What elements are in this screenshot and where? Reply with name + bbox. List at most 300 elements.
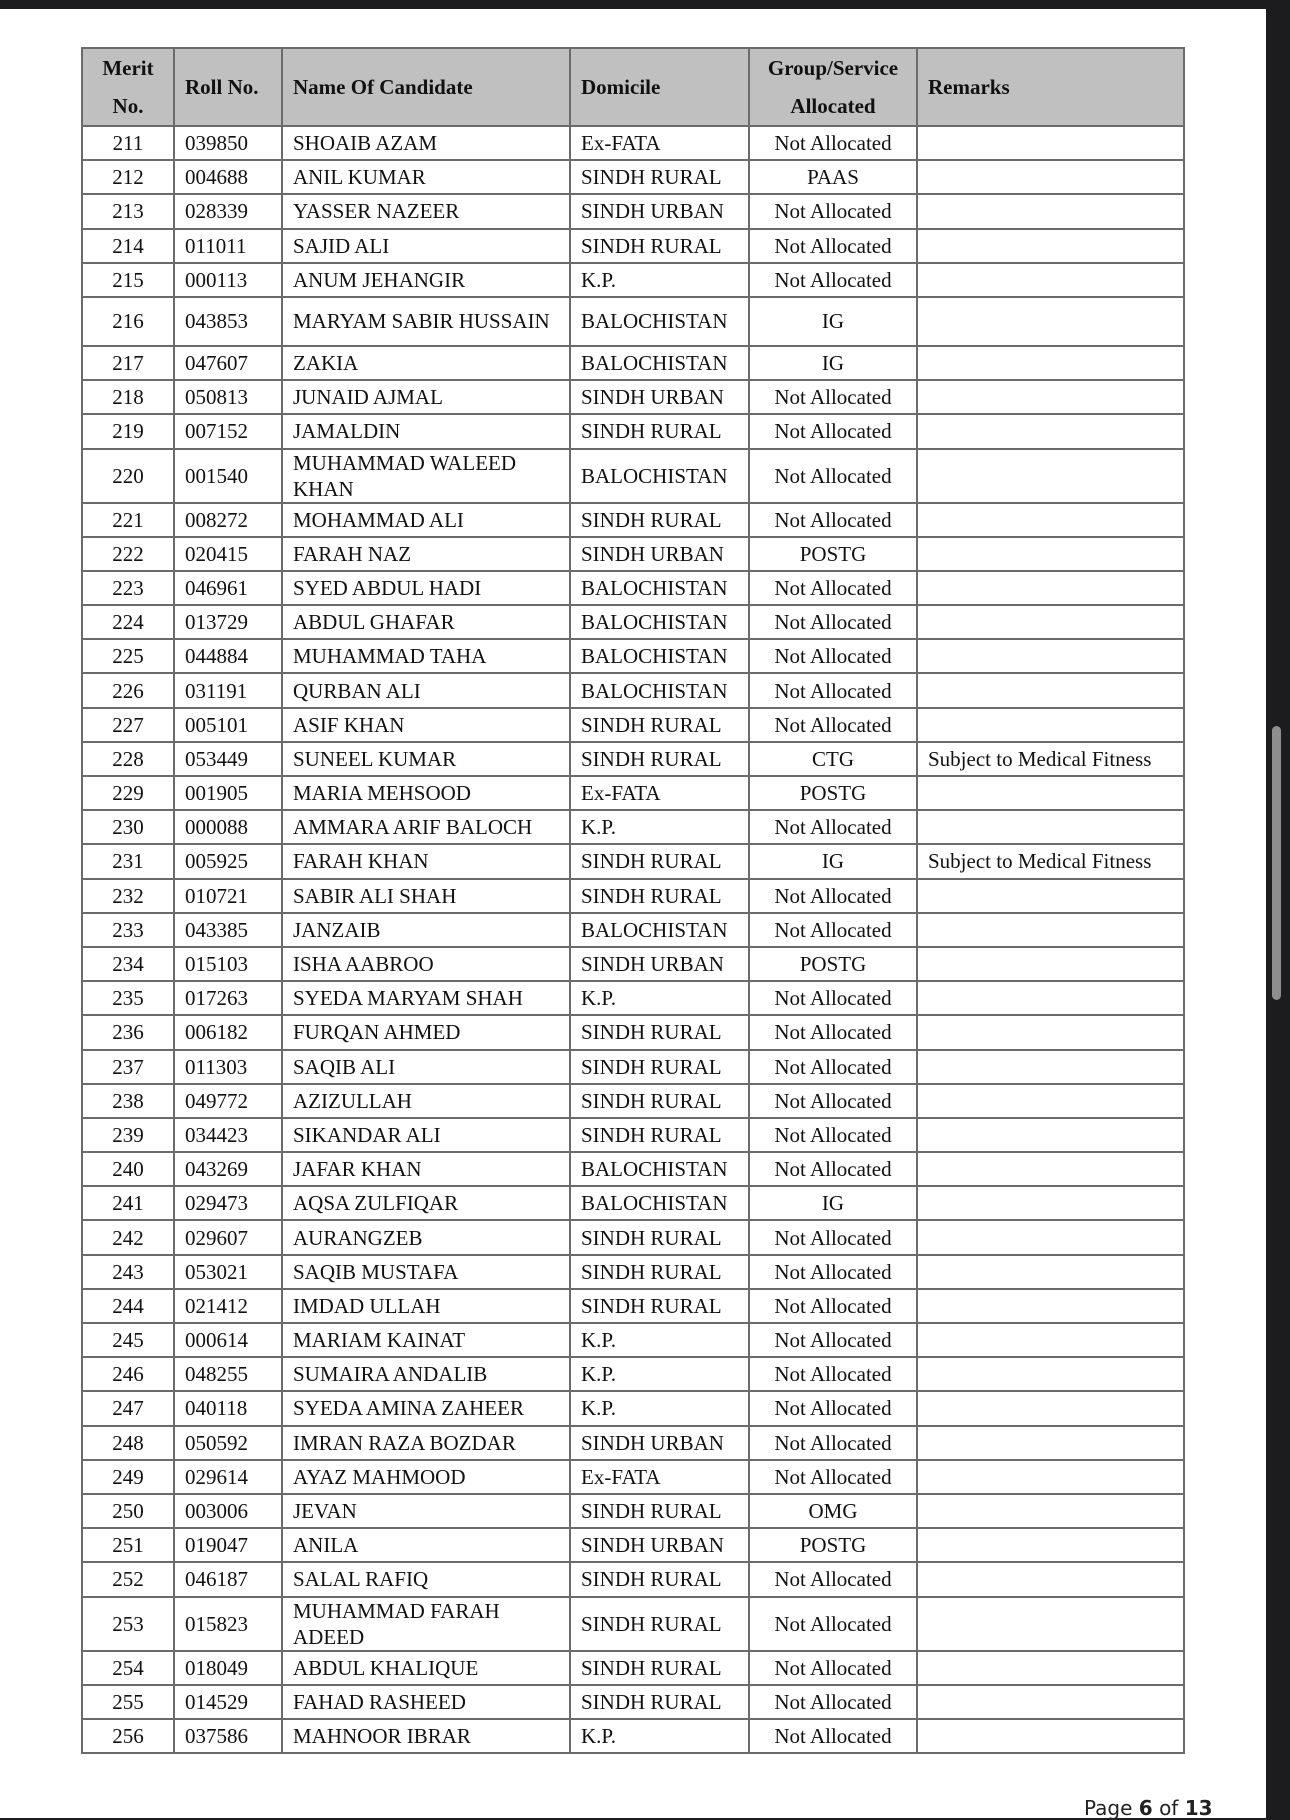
candidate-name-cell: AURANGZEB bbox=[282, 1220, 570, 1254]
remarks-cell bbox=[917, 1220, 1184, 1254]
roll-no-cell: 021412 bbox=[174, 1289, 282, 1323]
group-service-cell: Not Allocated bbox=[749, 981, 917, 1015]
domicile-cell: K.P. bbox=[570, 1719, 749, 1753]
domicile-cell: SINDH RURAL bbox=[570, 1015, 749, 1049]
remarks-cell bbox=[917, 639, 1184, 673]
candidate-name-cell: ANUM JEHANGIR bbox=[282, 263, 570, 297]
remarks-cell bbox=[917, 981, 1184, 1015]
candidate-name-cell: SHOAIB AZAM bbox=[282, 126, 570, 160]
group-service-cell: Not Allocated bbox=[749, 263, 917, 297]
group-service-cell: Not Allocated bbox=[749, 1597, 917, 1651]
table-row bbox=[82, 1118, 1184, 1152]
domicile-cell: K.P. bbox=[570, 981, 749, 1015]
candidate-name-cell: SUMAIRA ANDALIB bbox=[282, 1357, 570, 1391]
merit-no-cell: 253 bbox=[82, 1597, 174, 1651]
candidate-name-cell: SAQIB ALI bbox=[282, 1050, 570, 1084]
candidate-name-cell: JAMALDIN bbox=[282, 414, 570, 448]
remarks-cell bbox=[917, 1719, 1184, 1753]
header-group-service: Group/Service Allocated bbox=[749, 48, 917, 126]
group-service-cell: Not Allocated bbox=[749, 380, 917, 414]
remarks-cell bbox=[917, 1426, 1184, 1460]
remarks-cell: Subject to Medical Fitness bbox=[917, 742, 1184, 776]
candidate-name-cell: YASSER NAZEER bbox=[282, 194, 570, 228]
group-service-cell: Not Allocated bbox=[749, 1084, 917, 1118]
domicile-cell: BALOCHISTAN bbox=[570, 571, 749, 605]
group-service-cell: Not Allocated bbox=[749, 1391, 917, 1425]
candidate-name-cell: FARAH NAZ bbox=[282, 537, 570, 571]
table-row bbox=[82, 1460, 1184, 1494]
table-row bbox=[82, 1651, 1184, 1685]
table-row bbox=[82, 297, 1184, 346]
merit-no-cell: 220 bbox=[82, 449, 174, 503]
page-label: Page bbox=[1084, 1796, 1133, 1820]
group-service-cell: Not Allocated bbox=[749, 1220, 917, 1254]
merit-no-cell: 240 bbox=[82, 1152, 174, 1186]
group-service-cell: IG bbox=[749, 844, 917, 878]
candidate-name-cell: ISHA AABROO bbox=[282, 947, 570, 981]
remarks-cell bbox=[917, 229, 1184, 263]
group-service-cell: Not Allocated bbox=[749, 1289, 917, 1323]
merit-no-cell: 219 bbox=[82, 414, 174, 448]
candidate-name-cell: JEVAN bbox=[282, 1494, 570, 1528]
table-row bbox=[82, 1597, 1184, 1651]
roll-no-cell: 015823 bbox=[174, 1597, 282, 1651]
table-row bbox=[82, 1426, 1184, 1460]
domicile-cell: BALOCHISTAN bbox=[570, 297, 749, 346]
group-service-cell: Not Allocated bbox=[749, 879, 917, 913]
roll-no-cell: 050592 bbox=[174, 1426, 282, 1460]
candidate-name-cell: ANILA bbox=[282, 1528, 570, 1562]
candidate-name-cell: SUNEEL KUMAR bbox=[282, 742, 570, 776]
table-row bbox=[82, 1323, 1184, 1357]
group-service-cell: Not Allocated bbox=[749, 1357, 917, 1391]
group-service-cell: Not Allocated bbox=[749, 913, 917, 947]
candidate-name-cell: FAHAD RASHEED bbox=[282, 1685, 570, 1719]
group-service-cell: Not Allocated bbox=[749, 1255, 917, 1289]
candidate-name-cell: SYED ABDUL HADI bbox=[282, 571, 570, 605]
roll-no-cell: 014529 bbox=[174, 1685, 282, 1719]
table-row bbox=[82, 1186, 1184, 1220]
merit-no-cell: 228 bbox=[82, 742, 174, 776]
table-row bbox=[82, 742, 1184, 776]
remarks-cell bbox=[917, 1528, 1184, 1562]
domicile-cell: SINDH RURAL bbox=[570, 1255, 749, 1289]
merit-no-cell: 226 bbox=[82, 673, 174, 707]
merit-no-cell: 211 bbox=[82, 126, 174, 160]
table-row bbox=[82, 1391, 1184, 1425]
roll-no-cell: 000113 bbox=[174, 263, 282, 297]
candidate-name-cell: AMMARA ARIF BALOCH bbox=[282, 810, 570, 844]
remarks-cell bbox=[917, 1015, 1184, 1049]
candidate-name-cell: ABDUL GHAFAR bbox=[282, 605, 570, 639]
remarks-cell bbox=[917, 1289, 1184, 1323]
remarks-cell bbox=[917, 537, 1184, 571]
roll-no-cell: 020415 bbox=[174, 537, 282, 571]
merit-no-cell: 251 bbox=[82, 1528, 174, 1562]
merit-no-cell: 230 bbox=[82, 810, 174, 844]
group-service-cell: CTG bbox=[749, 742, 917, 776]
table-row bbox=[82, 947, 1184, 981]
group-service-cell: Not Allocated bbox=[749, 1651, 917, 1685]
domicile-cell: SINDH RURAL bbox=[570, 1494, 749, 1528]
remarks-cell bbox=[917, 879, 1184, 913]
roll-no-cell: 047607 bbox=[174, 346, 282, 380]
group-service-cell: Not Allocated bbox=[749, 1426, 917, 1460]
merit-no-cell: 213 bbox=[82, 194, 174, 228]
table-row bbox=[82, 263, 1184, 297]
merit-no-cell: 241 bbox=[82, 1186, 174, 1220]
table-row bbox=[82, 605, 1184, 639]
roll-no-cell: 000614 bbox=[174, 1323, 282, 1357]
roll-no-cell: 050813 bbox=[174, 380, 282, 414]
header-candidate-name: Name Of Candidate bbox=[282, 48, 570, 126]
remarks-cell bbox=[917, 1651, 1184, 1685]
candidate-name-cell: JAFAR KHAN bbox=[282, 1152, 570, 1186]
domicile-cell: Ex-FATA bbox=[570, 126, 749, 160]
domicile-cell: SINDH URBAN bbox=[570, 947, 749, 981]
merit-no-cell: 229 bbox=[82, 776, 174, 810]
candidate-name-cell: AYAZ MAHMOOD bbox=[282, 1460, 570, 1494]
remarks-cell bbox=[917, 708, 1184, 742]
table-row bbox=[82, 571, 1184, 605]
remarks-cell bbox=[917, 810, 1184, 844]
roll-no-cell: 029473 bbox=[174, 1186, 282, 1220]
candidate-name-cell: ZAKIA bbox=[282, 346, 570, 380]
remarks-cell bbox=[917, 1391, 1184, 1425]
roll-no-cell: 013729 bbox=[174, 605, 282, 639]
page-number-footer bbox=[1084, 1796, 1213, 1820]
table-header-row bbox=[82, 48, 1184, 126]
merit-no-cell: 223 bbox=[82, 571, 174, 605]
remarks-cell bbox=[917, 1118, 1184, 1152]
table-row bbox=[82, 1255, 1184, 1289]
domicile-cell: SINDH RURAL bbox=[570, 1685, 749, 1719]
roll-no-cell: 000088 bbox=[174, 810, 282, 844]
domicile-cell: BALOCHISTAN bbox=[570, 673, 749, 707]
candidate-name-cell: SAQIB MUSTAFA bbox=[282, 1255, 570, 1289]
roll-no-cell: 011303 bbox=[174, 1050, 282, 1084]
candidate-name-cell: JANZAIB bbox=[282, 913, 570, 947]
merit-no-cell: 250 bbox=[82, 1494, 174, 1528]
merit-list-table bbox=[81, 47, 1185, 1754]
remarks-cell bbox=[917, 776, 1184, 810]
table-row bbox=[82, 229, 1184, 263]
merit-no-cell: 256 bbox=[82, 1719, 174, 1753]
domicile-cell: SINDH URBAN bbox=[570, 537, 749, 571]
domicile-cell: K.P. bbox=[570, 1323, 749, 1357]
remarks-cell bbox=[917, 449, 1184, 503]
merit-no-cell: 252 bbox=[82, 1562, 174, 1596]
group-service-cell: IG bbox=[749, 1186, 917, 1220]
roll-no-cell: 004688 bbox=[174, 160, 282, 194]
domicile-cell: K.P. bbox=[570, 263, 749, 297]
merit-no-cell: 248 bbox=[82, 1426, 174, 1460]
remarks-cell bbox=[917, 571, 1184, 605]
table-row bbox=[82, 810, 1184, 844]
merit-no-cell: 247 bbox=[82, 1391, 174, 1425]
roll-no-cell: 006182 bbox=[174, 1015, 282, 1049]
candidate-name-cell: MUHAMMAD TAHA bbox=[282, 639, 570, 673]
merit-no-cell: 238 bbox=[82, 1084, 174, 1118]
merit-no-cell: 245 bbox=[82, 1323, 174, 1357]
domicile-cell: SINDH RURAL bbox=[570, 742, 749, 776]
group-service-cell: Not Allocated bbox=[749, 449, 917, 503]
remarks-cell: Subject to Medical Fitness bbox=[917, 844, 1184, 878]
roll-no-cell: 015103 bbox=[174, 947, 282, 981]
group-service-cell: Not Allocated bbox=[749, 1685, 917, 1719]
table-row bbox=[82, 1015, 1184, 1049]
group-service-cell: POSTG bbox=[749, 537, 917, 571]
merit-no-cell: 244 bbox=[82, 1289, 174, 1323]
candidate-name-cell: SYEDA MARYAM SHAH bbox=[282, 981, 570, 1015]
domicile-cell: SINDH RURAL bbox=[570, 708, 749, 742]
roll-no-cell: 001905 bbox=[174, 776, 282, 810]
merit-no-cell: 212 bbox=[82, 160, 174, 194]
table-row bbox=[82, 1494, 1184, 1528]
candidate-name-cell: AQSA ZULFIQAR bbox=[282, 1186, 570, 1220]
roll-no-cell: 043269 bbox=[174, 1152, 282, 1186]
merit-no-cell: 216 bbox=[82, 297, 174, 346]
domicile-cell: SINDH URBAN bbox=[570, 1426, 749, 1460]
domicile-cell: SINDH RURAL bbox=[570, 1118, 749, 1152]
merit-no-cell: 246 bbox=[82, 1357, 174, 1391]
roll-no-cell: 053449 bbox=[174, 742, 282, 776]
group-service-cell: OMG bbox=[749, 1494, 917, 1528]
merit-no-cell: 214 bbox=[82, 229, 174, 263]
roll-no-cell: 043385 bbox=[174, 913, 282, 947]
group-service-cell: Not Allocated bbox=[749, 1015, 917, 1049]
remarks-cell bbox=[917, 1152, 1184, 1186]
candidate-name-cell: IMDAD ULLAH bbox=[282, 1289, 570, 1323]
merit-no-cell: 215 bbox=[82, 263, 174, 297]
group-service-cell: Not Allocated bbox=[749, 414, 917, 448]
candidate-name-cell: MARIA MEHSOOD bbox=[282, 776, 570, 810]
roll-no-cell: 019047 bbox=[174, 1528, 282, 1562]
group-service-cell: POSTG bbox=[749, 1528, 917, 1562]
domicile-cell: BALOCHISTAN bbox=[570, 346, 749, 380]
remarks-cell bbox=[917, 1685, 1184, 1719]
domicile-cell: BALOCHISTAN bbox=[570, 913, 749, 947]
remarks-cell bbox=[917, 605, 1184, 639]
merit-no-cell: 217 bbox=[82, 346, 174, 380]
domicile-cell: SINDH RURAL bbox=[570, 1050, 749, 1084]
remarks-cell bbox=[917, 160, 1184, 194]
remarks-cell bbox=[917, 1084, 1184, 1118]
roll-no-cell: 005101 bbox=[174, 708, 282, 742]
table-row bbox=[82, 639, 1184, 673]
table-row bbox=[82, 380, 1184, 414]
group-service-cell: POSTG bbox=[749, 776, 917, 810]
roll-no-cell: 034423 bbox=[174, 1118, 282, 1152]
merit-no-cell: 221 bbox=[82, 503, 174, 537]
header-remarks: Remarks bbox=[917, 48, 1184, 126]
table-row bbox=[82, 1357, 1184, 1391]
candidate-name-cell: MARIAM KAINAT bbox=[282, 1323, 570, 1357]
domicile-cell: SINDH URBAN bbox=[570, 194, 749, 228]
candidate-name-cell: SIKANDAR ALI bbox=[282, 1118, 570, 1152]
group-service-cell: POSTG bbox=[749, 947, 917, 981]
remarks-cell bbox=[917, 673, 1184, 707]
table-row bbox=[82, 844, 1184, 878]
domicile-cell: SINDH RURAL bbox=[570, 503, 749, 537]
group-service-cell: Not Allocated bbox=[749, 708, 917, 742]
domicile-cell: BALOCHISTAN bbox=[570, 639, 749, 673]
table-row bbox=[82, 1152, 1184, 1186]
merit-no-cell: 227 bbox=[82, 708, 174, 742]
group-service-cell: Not Allocated bbox=[749, 1323, 917, 1357]
roll-no-cell: 008272 bbox=[174, 503, 282, 537]
candidate-name-cell: ABDUL KHALIQUE bbox=[282, 1651, 570, 1685]
candidate-name-cell: MUHAMMAD FARAH ADEED bbox=[282, 1597, 570, 1651]
group-service-cell: Not Allocated bbox=[749, 1719, 917, 1753]
candidate-name-cell: MUHAMMAD WALEED KHAN bbox=[282, 449, 570, 503]
page-total: 13 bbox=[1184, 1796, 1213, 1820]
domicile-cell: SINDH RURAL bbox=[570, 879, 749, 913]
candidate-name-cell: IMRAN RAZA BOZDAR bbox=[282, 1426, 570, 1460]
roll-no-cell: 005925 bbox=[174, 844, 282, 878]
roll-no-cell: 046961 bbox=[174, 571, 282, 605]
candidate-name-cell: JUNAID AJMAL bbox=[282, 380, 570, 414]
merit-no-cell: 233 bbox=[82, 913, 174, 947]
merit-no-cell: 222 bbox=[82, 537, 174, 571]
group-service-cell: Not Allocated bbox=[749, 1118, 917, 1152]
group-service-cell: Not Allocated bbox=[749, 639, 917, 673]
candidate-name-cell: AZIZULLAH bbox=[282, 1084, 570, 1118]
domicile-cell: Ex-FATA bbox=[570, 1460, 749, 1494]
domicile-cell: SINDH RURAL bbox=[570, 1289, 749, 1323]
group-service-cell: PAAS bbox=[749, 160, 917, 194]
candidate-name-cell: SALAL RAFIQ bbox=[282, 1562, 570, 1596]
group-service-cell: IG bbox=[749, 346, 917, 380]
domicile-cell: SINDH RURAL bbox=[570, 1084, 749, 1118]
group-service-cell: Not Allocated bbox=[749, 673, 917, 707]
roll-no-cell: 044884 bbox=[174, 639, 282, 673]
domicile-cell: SINDH RURAL bbox=[570, 229, 749, 263]
merit-no-cell: 224 bbox=[82, 605, 174, 639]
domicile-cell: SINDH RURAL bbox=[570, 414, 749, 448]
table-row bbox=[82, 194, 1184, 228]
remarks-cell bbox=[917, 503, 1184, 537]
merit-no-cell: 249 bbox=[82, 1460, 174, 1494]
group-service-cell: Not Allocated bbox=[749, 229, 917, 263]
roll-no-cell: 046187 bbox=[174, 1562, 282, 1596]
merit-no-cell: 254 bbox=[82, 1651, 174, 1685]
domicile-cell: SINDH RURAL bbox=[570, 160, 749, 194]
domicile-cell: K.P. bbox=[570, 810, 749, 844]
table-row bbox=[82, 160, 1184, 194]
domicile-cell: SINDH RURAL bbox=[570, 1220, 749, 1254]
vertical-scrollbar-thumb[interactable] bbox=[1272, 726, 1281, 1000]
candidate-name-cell: MARYAM SABIR HUSSAIN bbox=[282, 297, 570, 346]
table-row bbox=[82, 708, 1184, 742]
candidate-name-cell: FARAH KHAN bbox=[282, 844, 570, 878]
header-roll-no: Roll No. bbox=[174, 48, 282, 126]
roll-no-cell: 029614 bbox=[174, 1460, 282, 1494]
roll-no-cell: 043853 bbox=[174, 297, 282, 346]
group-service-cell: Not Allocated bbox=[749, 1460, 917, 1494]
group-service-cell: IG bbox=[749, 297, 917, 346]
remarks-cell bbox=[917, 297, 1184, 346]
remarks-cell bbox=[917, 1494, 1184, 1528]
table-row bbox=[82, 346, 1184, 380]
group-service-cell: Not Allocated bbox=[749, 1050, 917, 1084]
remarks-cell bbox=[917, 1460, 1184, 1494]
remarks-cell bbox=[917, 263, 1184, 297]
table-row bbox=[82, 1220, 1184, 1254]
remarks-cell bbox=[917, 194, 1184, 228]
merit-no-cell: 234 bbox=[82, 947, 174, 981]
table-row bbox=[82, 503, 1184, 537]
candidate-name-cell: SABIR ALI SHAH bbox=[282, 879, 570, 913]
domicile-cell: SINDH URBAN bbox=[570, 380, 749, 414]
remarks-cell bbox=[917, 1323, 1184, 1357]
merit-no-cell: 255 bbox=[82, 1685, 174, 1719]
table-row bbox=[82, 1289, 1184, 1323]
table-row bbox=[82, 414, 1184, 448]
domicile-cell: K.P. bbox=[570, 1391, 749, 1425]
domicile-cell: SINDH URBAN bbox=[570, 1528, 749, 1562]
domicile-cell: BALOCHISTAN bbox=[570, 605, 749, 639]
merit-no-cell: 237 bbox=[82, 1050, 174, 1084]
merit-no-cell: 242 bbox=[82, 1220, 174, 1254]
candidate-name-cell: QURBAN ALI bbox=[282, 673, 570, 707]
domicile-cell: BALOCHISTAN bbox=[570, 1152, 749, 1186]
table-row bbox=[82, 913, 1184, 947]
table-row bbox=[82, 1528, 1184, 1562]
roll-no-cell: 048255 bbox=[174, 1357, 282, 1391]
remarks-cell bbox=[917, 1255, 1184, 1289]
roll-no-cell: 010721 bbox=[174, 879, 282, 913]
merit-no-cell: 225 bbox=[82, 639, 174, 673]
table-row bbox=[82, 449, 1184, 503]
merit-no-cell: 235 bbox=[82, 981, 174, 1015]
viewer-top-bar bbox=[0, 0, 1290, 9]
header-merit-no: Merit No. bbox=[82, 48, 174, 126]
domicile-cell: K.P. bbox=[570, 1357, 749, 1391]
group-service-cell: Not Allocated bbox=[749, 1562, 917, 1596]
remarks-cell bbox=[917, 346, 1184, 380]
merit-no-cell: 232 bbox=[82, 879, 174, 913]
table-row bbox=[82, 1562, 1184, 1596]
merit-no-cell: 231 bbox=[82, 844, 174, 878]
domicile-cell: BALOCHISTAN bbox=[570, 449, 749, 503]
domicile-cell: SINDH RURAL bbox=[570, 844, 749, 878]
roll-no-cell: 029607 bbox=[174, 1220, 282, 1254]
roll-no-cell: 003006 bbox=[174, 1494, 282, 1528]
roll-no-cell: 007152 bbox=[174, 414, 282, 448]
domicile-cell: Ex-FATA bbox=[570, 776, 749, 810]
table-row bbox=[82, 1719, 1184, 1753]
roll-no-cell: 053021 bbox=[174, 1255, 282, 1289]
roll-no-cell: 018049 bbox=[174, 1651, 282, 1685]
candidate-name-cell: SYEDA AMINA ZAHEER bbox=[282, 1391, 570, 1425]
merit-no-cell: 236 bbox=[82, 1015, 174, 1049]
remarks-cell bbox=[917, 380, 1184, 414]
roll-no-cell: 028339 bbox=[174, 194, 282, 228]
group-service-cell: Not Allocated bbox=[749, 194, 917, 228]
remarks-cell bbox=[917, 126, 1184, 160]
group-service-cell: Not Allocated bbox=[749, 126, 917, 160]
table-row bbox=[82, 879, 1184, 913]
page-current: 6 bbox=[1138, 1796, 1153, 1820]
remarks-cell bbox=[917, 1562, 1184, 1596]
domicile-cell: SINDH RURAL bbox=[570, 1562, 749, 1596]
merit-no-cell: 243 bbox=[82, 1255, 174, 1289]
table-row bbox=[82, 981, 1184, 1015]
candidate-name-cell: FURQAN AHMED bbox=[282, 1015, 570, 1049]
group-service-cell: Not Allocated bbox=[749, 503, 917, 537]
table-row bbox=[82, 673, 1184, 707]
